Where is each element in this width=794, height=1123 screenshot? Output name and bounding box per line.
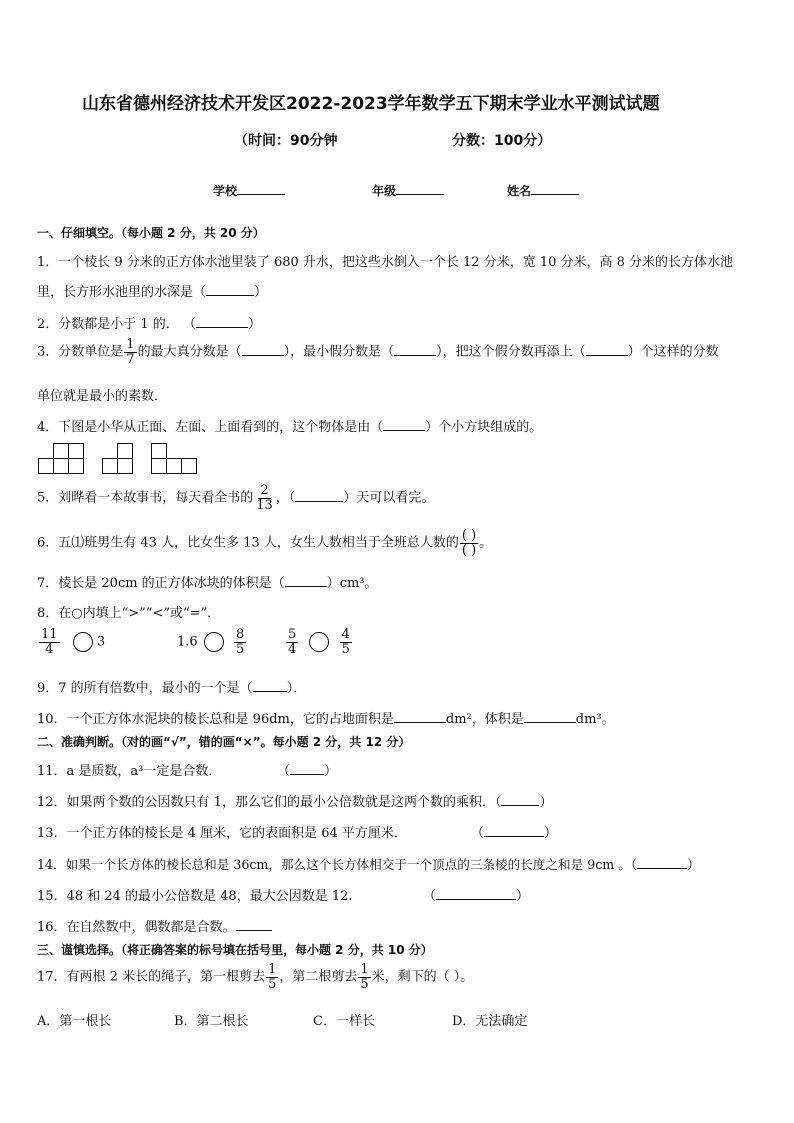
question-7-text-b: ）cm³。 — [326, 576, 378, 591]
question-5-text: 5．刘晔看一本故事书，每天看全书的 — [37, 490, 254, 506]
question-5-text-c: ）天可以看完。 — [343, 490, 435, 506]
question-3-blank-1[interactable] — [242, 343, 284, 356]
grade-blank[interactable] — [396, 182, 444, 195]
name-blank[interactable] — [531, 182, 579, 195]
close-paren: ） — [324, 764, 338, 779]
question-9-text-b: ）． — [286, 681, 307, 696]
question-17-text-c: 米，剩下的（ ）。 — [371, 969, 474, 985]
question-3-line-2: 单位就是最小的素数． — [37, 389, 168, 404]
question-7-text: 7．棱长是 20cm 的正方体冰块的体积是（ — [37, 576, 285, 591]
question-2-close: ） — [247, 317, 261, 332]
question-3-fraction — [124, 338, 136, 366]
question-3-blank-3[interactable] — [586, 343, 628, 356]
fraction-denominator: 4 — [45, 641, 54, 657]
question-16-text: 16．在自然数中，偶数都是合数。 — [37, 920, 236, 935]
question-13-blank[interactable] — [484, 824, 544, 837]
question-16-blank[interactable] — [236, 918, 272, 931]
question-17-text-b: ，第二根剪去 — [279, 969, 358, 985]
question-10-blank-1[interactable] — [394, 710, 446, 723]
option-a[interactable]: A．第一根长 — [37, 1014, 112, 1029]
question-10-text-c: dm³。 — [575, 712, 615, 727]
question-4 — [37, 416, 542, 435]
fraction — [39, 628, 60, 656]
question-4-text-b: ）个小方块组成的。 — [425, 420, 543, 435]
question-2 — [37, 313, 261, 332]
open-paren: （ — [277, 764, 291, 779]
question-5-text-b: ，（ — [275, 490, 296, 506]
question-13: 13．一个正方体的棱长是 4 厘米，它的表面积是 64 平方厘米． — [37, 826, 407, 841]
question-3-blank-2[interactable] — [394, 343, 436, 356]
close-paren: ） — [544, 826, 558, 841]
fraction-numerator: 8 — [235, 627, 245, 642]
grade-label: 年级 — [372, 184, 397, 198]
exam-time: （时间：90分钟 — [234, 133, 338, 149]
question-14-text: 14．如果一个长方体的棱长总和是 36cm，那么这个长方体相交于一个顶点的三条棱的长度之和是 9cm 。（ — [37, 857, 638, 872]
fraction-denominator: 5 — [341, 641, 350, 657]
page-title: 山东省德州经济技术开发区2022-2023学年数学五下期末学业水平测试试题 — [82, 94, 660, 114]
question-12-blank[interactable] — [501, 793, 539, 806]
question-2-text: 2．分数都是小于 1 的． （ — [37, 317, 196, 332]
question-1-text: 里，长方形水池里的水深是（ — [37, 285, 207, 300]
fraction-numerator: 4 — [341, 627, 350, 642]
open-paren: （ — [471, 826, 485, 841]
question-10 — [37, 708, 615, 727]
option-c[interactable]: C．一样长 — [313, 1014, 375, 1029]
question-17 — [37, 963, 473, 991]
school-label: 学校 — [213, 184, 238, 198]
question-4-blank[interactable] — [383, 418, 425, 431]
front-view-figure — [38, 442, 86, 474]
fraction — [234, 628, 246, 656]
question-15: 15．48 和 24 的最小公倍数是 48，最大公因数是 12. — [37, 889, 353, 904]
question-12-text: 12．如果两个数的公因数只有 1，那么它们的最小公倍数就是这两个数的乘积．（ — [37, 795, 502, 810]
name-label: 姓名 — [507, 184, 532, 198]
question-1-close: ） — [254, 285, 268, 300]
question-13-answer — [471, 822, 557, 841]
option-b[interactable]: B．第二根长 — [174, 1014, 249, 1029]
compare-circle[interactable] — [309, 632, 329, 652]
question-6 — [37, 529, 492, 557]
school-field[interactable] — [213, 182, 285, 199]
question-17-text: 17．有两根 2 米长的绳子，第一根剪去 — [37, 969, 266, 985]
question-11-answer — [277, 760, 337, 779]
close-paren: ） — [539, 795, 553, 810]
fraction-denominator: 13 — [256, 497, 273, 513]
question-4-text: 4．下图是小华从正面、左面、上面看到的，这个物体是由（ — [37, 420, 384, 435]
fraction-numerator: 1 — [126, 337, 135, 352]
fraction-numerator: ( ) — [461, 528, 477, 543]
fraction-numerator: 5 — [288, 627, 297, 642]
question-8-item-a — [38, 628, 105, 656]
grade-field[interactable] — [372, 182, 444, 199]
question-3-text-d: ），把这个假分数再添上（ — [436, 344, 586, 360]
option-d[interactable]: D．无法确定 — [452, 1014, 528, 1029]
question-9-blank[interactable] — [253, 679, 287, 692]
question-11: 11．a 是质数，a³一定是合数． — [37, 764, 222, 779]
question-2-blank[interactable] — [196, 315, 248, 328]
question-5 — [37, 484, 434, 512]
question-3-line-1 — [37, 338, 719, 366]
question-3-text-c: ），最小假分数是（ — [283, 344, 395, 360]
question-8-item-b — [177, 628, 247, 656]
fraction-numerator: 2 — [260, 483, 269, 498]
question-8: 8．在○内填上“>”“<”或“=”． — [37, 606, 221, 621]
question-3-text-e: ）个这样的分数 — [627, 344, 719, 360]
close-paren: ） — [516, 889, 530, 904]
question-17-fraction-2 — [358, 963, 370, 991]
fraction-denominator: 5 — [360, 976, 369, 992]
compare-value: 1.6 — [177, 634, 198, 650]
top-view-figure — [151, 442, 199, 474]
question-6-fraction-blank[interactable] — [460, 529, 478, 557]
question-12 — [37, 791, 552, 810]
name-field[interactable] — [507, 182, 579, 199]
question-16 — [37, 916, 272, 935]
question-1-line-1: 1．一个棱长 9 分米的正方体水池里装了 680 升水，把这些水倒入一个长 12 分米，宽 10 分米，高 8 分米的长方体水池 — [37, 255, 734, 270]
question-7 — [37, 572, 378, 591]
question-14 — [37, 854, 700, 873]
fraction-numerator: 1 — [268, 962, 277, 977]
question-1-line-2 — [37, 281, 267, 300]
section-1-heading: 一、仔细填空。（每小题 2 分，共 20 分） — [37, 226, 265, 240]
fraction-denominator: 7 — [126, 351, 135, 367]
fraction-denominator: 4 — [288, 641, 297, 657]
question-6-text-b: 。 — [479, 535, 493, 551]
fraction-numerator: 1 — [360, 962, 369, 977]
question-9 — [37, 677, 306, 696]
school-blank[interactable] — [237, 182, 285, 195]
question-5-fraction — [254, 484, 275, 512]
question-10-blank-2[interactable] — [524, 710, 576, 723]
fraction-denominator: ( ) — [461, 542, 477, 558]
compare-value: 3 — [96, 634, 106, 650]
question-3-text: 3．分数单位是 — [37, 344, 124, 360]
exam-score: 分数：100分） — [452, 133, 552, 149]
question-10-text-b: dm²，体积是 — [445, 712, 524, 727]
open-paren: （ — [423, 889, 437, 904]
question-17-fraction-1 — [266, 963, 278, 991]
compare-circle[interactable] — [73, 632, 93, 652]
left-view-figure — [102, 442, 136, 474]
compare-circle[interactable] — [204, 632, 224, 652]
section-2-heading: 二、准确判断。（对的画“√”，错的画“×”。每小题 2 分，共 12 分） — [37, 735, 411, 749]
question-10-text: 10．一个正方体水泥块的棱长总和是 96dm，它的占地面积是 — [37, 712, 394, 727]
question-14-blank[interactable] — [637, 856, 687, 869]
question-7-blank[interactable] — [285, 574, 327, 587]
question-11-blank[interactable] — [290, 762, 324, 775]
question-15-answer — [423, 885, 529, 904]
question-6-text: 6．五⑴班男生有 43 人，比女生多 13 人，女生人数相当于全班总人数的 — [37, 535, 459, 551]
question-5-blank[interactable] — [295, 489, 343, 502]
question-3-text-b: 的最大真分数是（ — [137, 344, 242, 360]
fraction — [286, 628, 298, 656]
question-8-item-c — [285, 628, 353, 656]
fraction-denominator: 5 — [235, 641, 245, 657]
question-9-text: 9．7 的所有倍数中，最小的一个是（ — [37, 681, 253, 696]
section-3-heading: 三、谨慎选择。（将正确答案的标号填在括号里，每小题 2 分，共 10 分） — [37, 943, 433, 957]
fraction — [340, 628, 352, 656]
fraction-numerator: 11 — [41, 627, 58, 642]
close-paren: ） — [687, 857, 700, 872]
question-1-blank[interactable] — [206, 283, 254, 296]
question-15-blank[interactable] — [436, 887, 516, 900]
fraction-denominator: 5 — [268, 976, 277, 992]
